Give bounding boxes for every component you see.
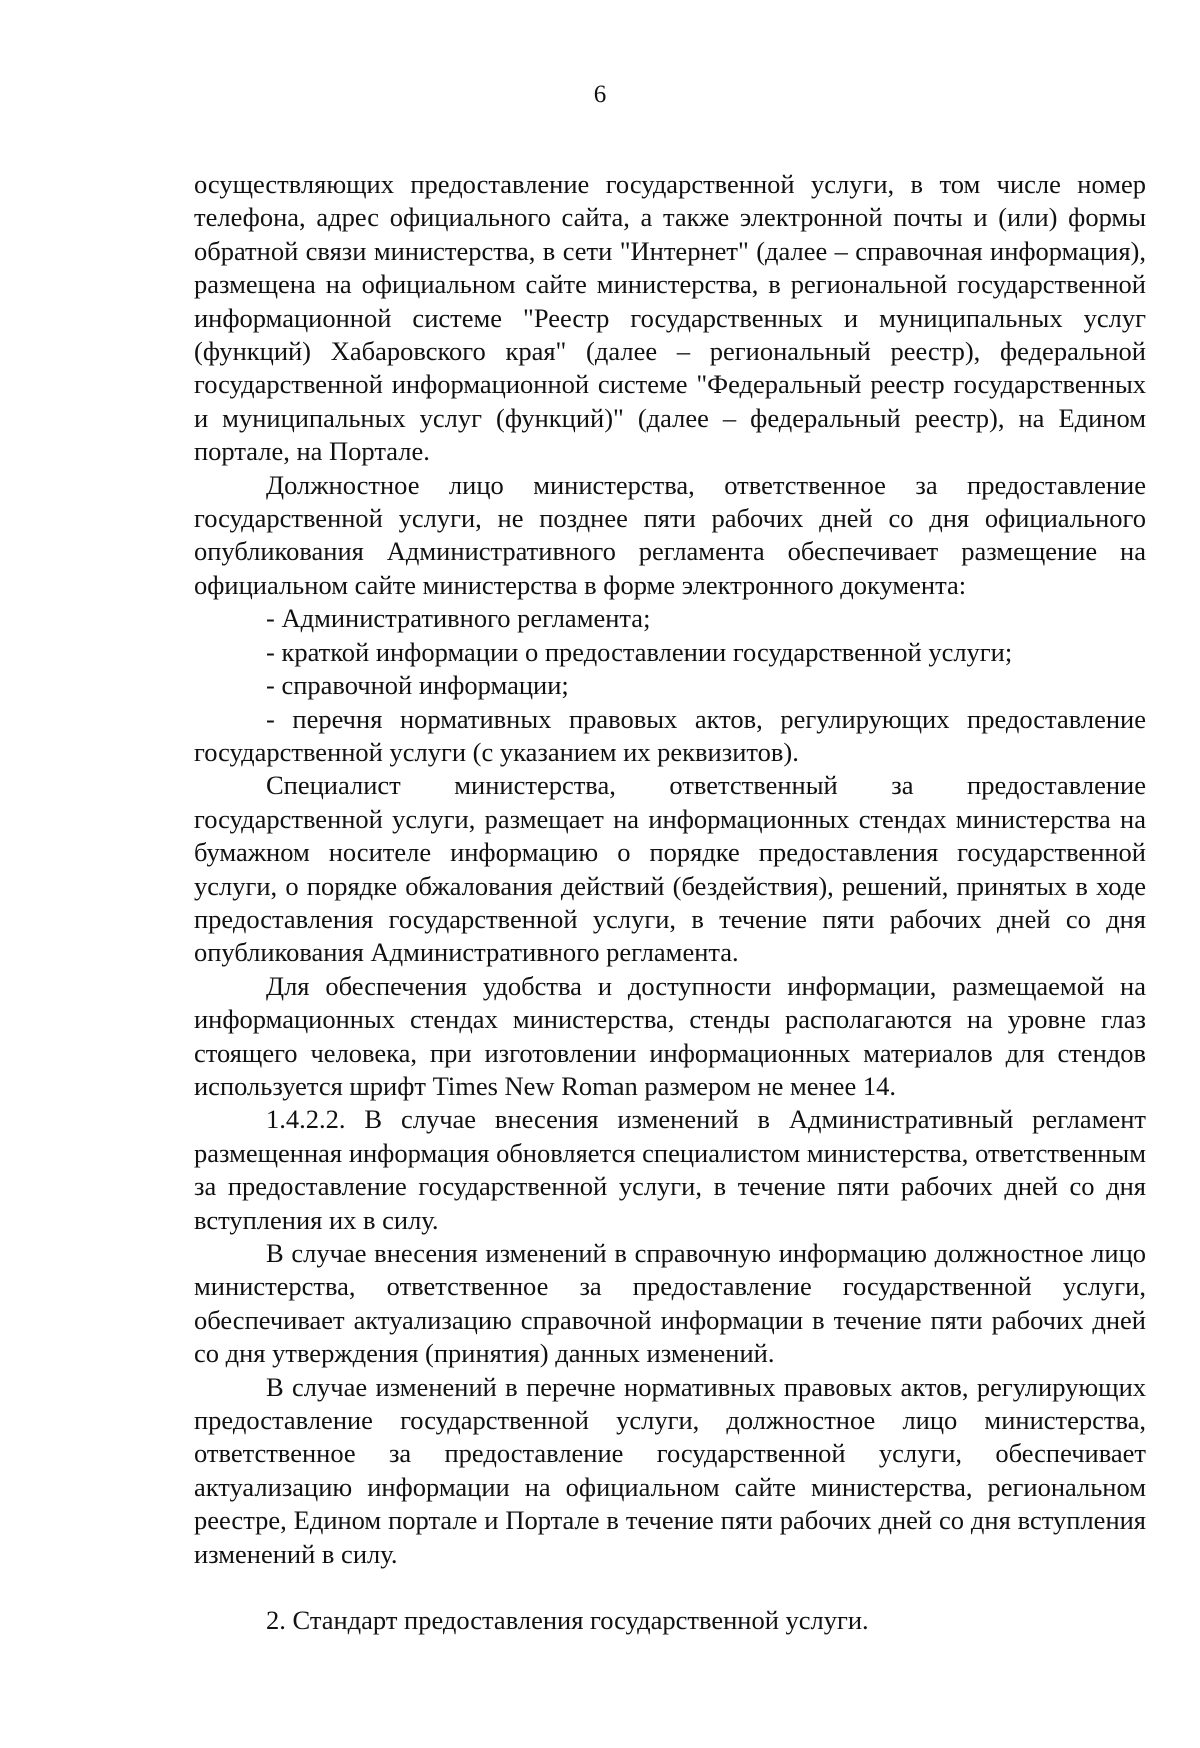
paragraph-legal-acts-update: В случае изменений в перечне нормативных правовых актов, регулирующих предоставление государственной услуги, должностное лицо министерства, ответственное за предоставление государственной услуги, обеспечивает актуализацию информации на официальном сайте министерства, региональном реестре, Едином портале и Портале в течение пяти рабочих дней со дня вступления изменений в силу. xyxy=(194,1371,1146,1569)
paragraph-section-1-4-2-2: 1.4.2.2. В случае внесения изменений в Административный регламент размещенная информация обновляется специалистом министерства, ответственным за предоставление государственной услуги, в течение пяти рабочих дней со дня вступления их в силу. xyxy=(194,1104,1146,1235)
list-item-regulation: - Административного регламента; xyxy=(266,603,651,634)
list-item-legal-acts: - перечня нормативных правовых актов, регулирующих предоставление государственной услуги (с указанием их реквизитов). xyxy=(194,703,1146,767)
paragraph-specialist-stands: Специалист министерства, ответственный за предоставление государственной услуги, размещает на информационных стендах министерства на бумажном носителе информацию о порядке предоставления государственной услуги, о порядке обжалования действий (бездействия), решений, принятых в ходе предоставления государственной услуги, в течение пяти рабочих дней со дня опубликования Административного регламента. xyxy=(194,770,1146,968)
list-item-reference-info: - справочной информации; xyxy=(266,670,569,701)
paragraph-official-duty: Должностное лицо министерства, ответственное за предоставление государственной услуги, не позднее пяти рабочих дней со дня официального опубликования Административного регламента обеспечивает размещение на официальном сайте министерства в форме электронного документа: xyxy=(194,469,1146,600)
section-heading: 2. Стандарт предоставления государственной услуги. xyxy=(266,1605,869,1636)
document-body xyxy=(194,168,1146,1637)
paragraph-stands-accessibility: Для обеспечения удобства и доступности информации, размещаемой на информационных стендах министерства, стенды располагаются на уровне глаз стоящего человека, при изготовлении информационных материалов для стендов используется шрифт Times New Roman размером не менее 14. xyxy=(194,970,1146,1101)
paragraph-reference-info: осуществляющих предоставление государственной услуги, в том числе номер телефона, адрес официального сайта, а также электронной почты и (или) формы обратной связи министерства, в сети "Интернет" (далее – справочная информация), размещена на официальном сайте министерства, в региональной государственной информационной системе "Реестр государственных и муниципальных услуг (функций) Хабаровского края" (далее – региональный реестр), федеральной государственной информационной системе "Федеральный реестр государственных и муниципальных услуг (функций)" (далее – федеральный реестр), на Едином портале, на Портале. xyxy=(194,169,1146,467)
list-item-brief-info: - краткой информации о предоставлении государственной услуги; xyxy=(266,636,1013,667)
paragraph-reference-update: В случае внесения изменений в справочную информацию должностное лицо министерства, ответственное за предоставление государственной услуги, обеспечивает актуализацию справочной информации в течение пяти рабочих дней со дня утверждения (принятия) данных изменений. xyxy=(194,1238,1146,1369)
page-number: 6 xyxy=(593,81,607,108)
